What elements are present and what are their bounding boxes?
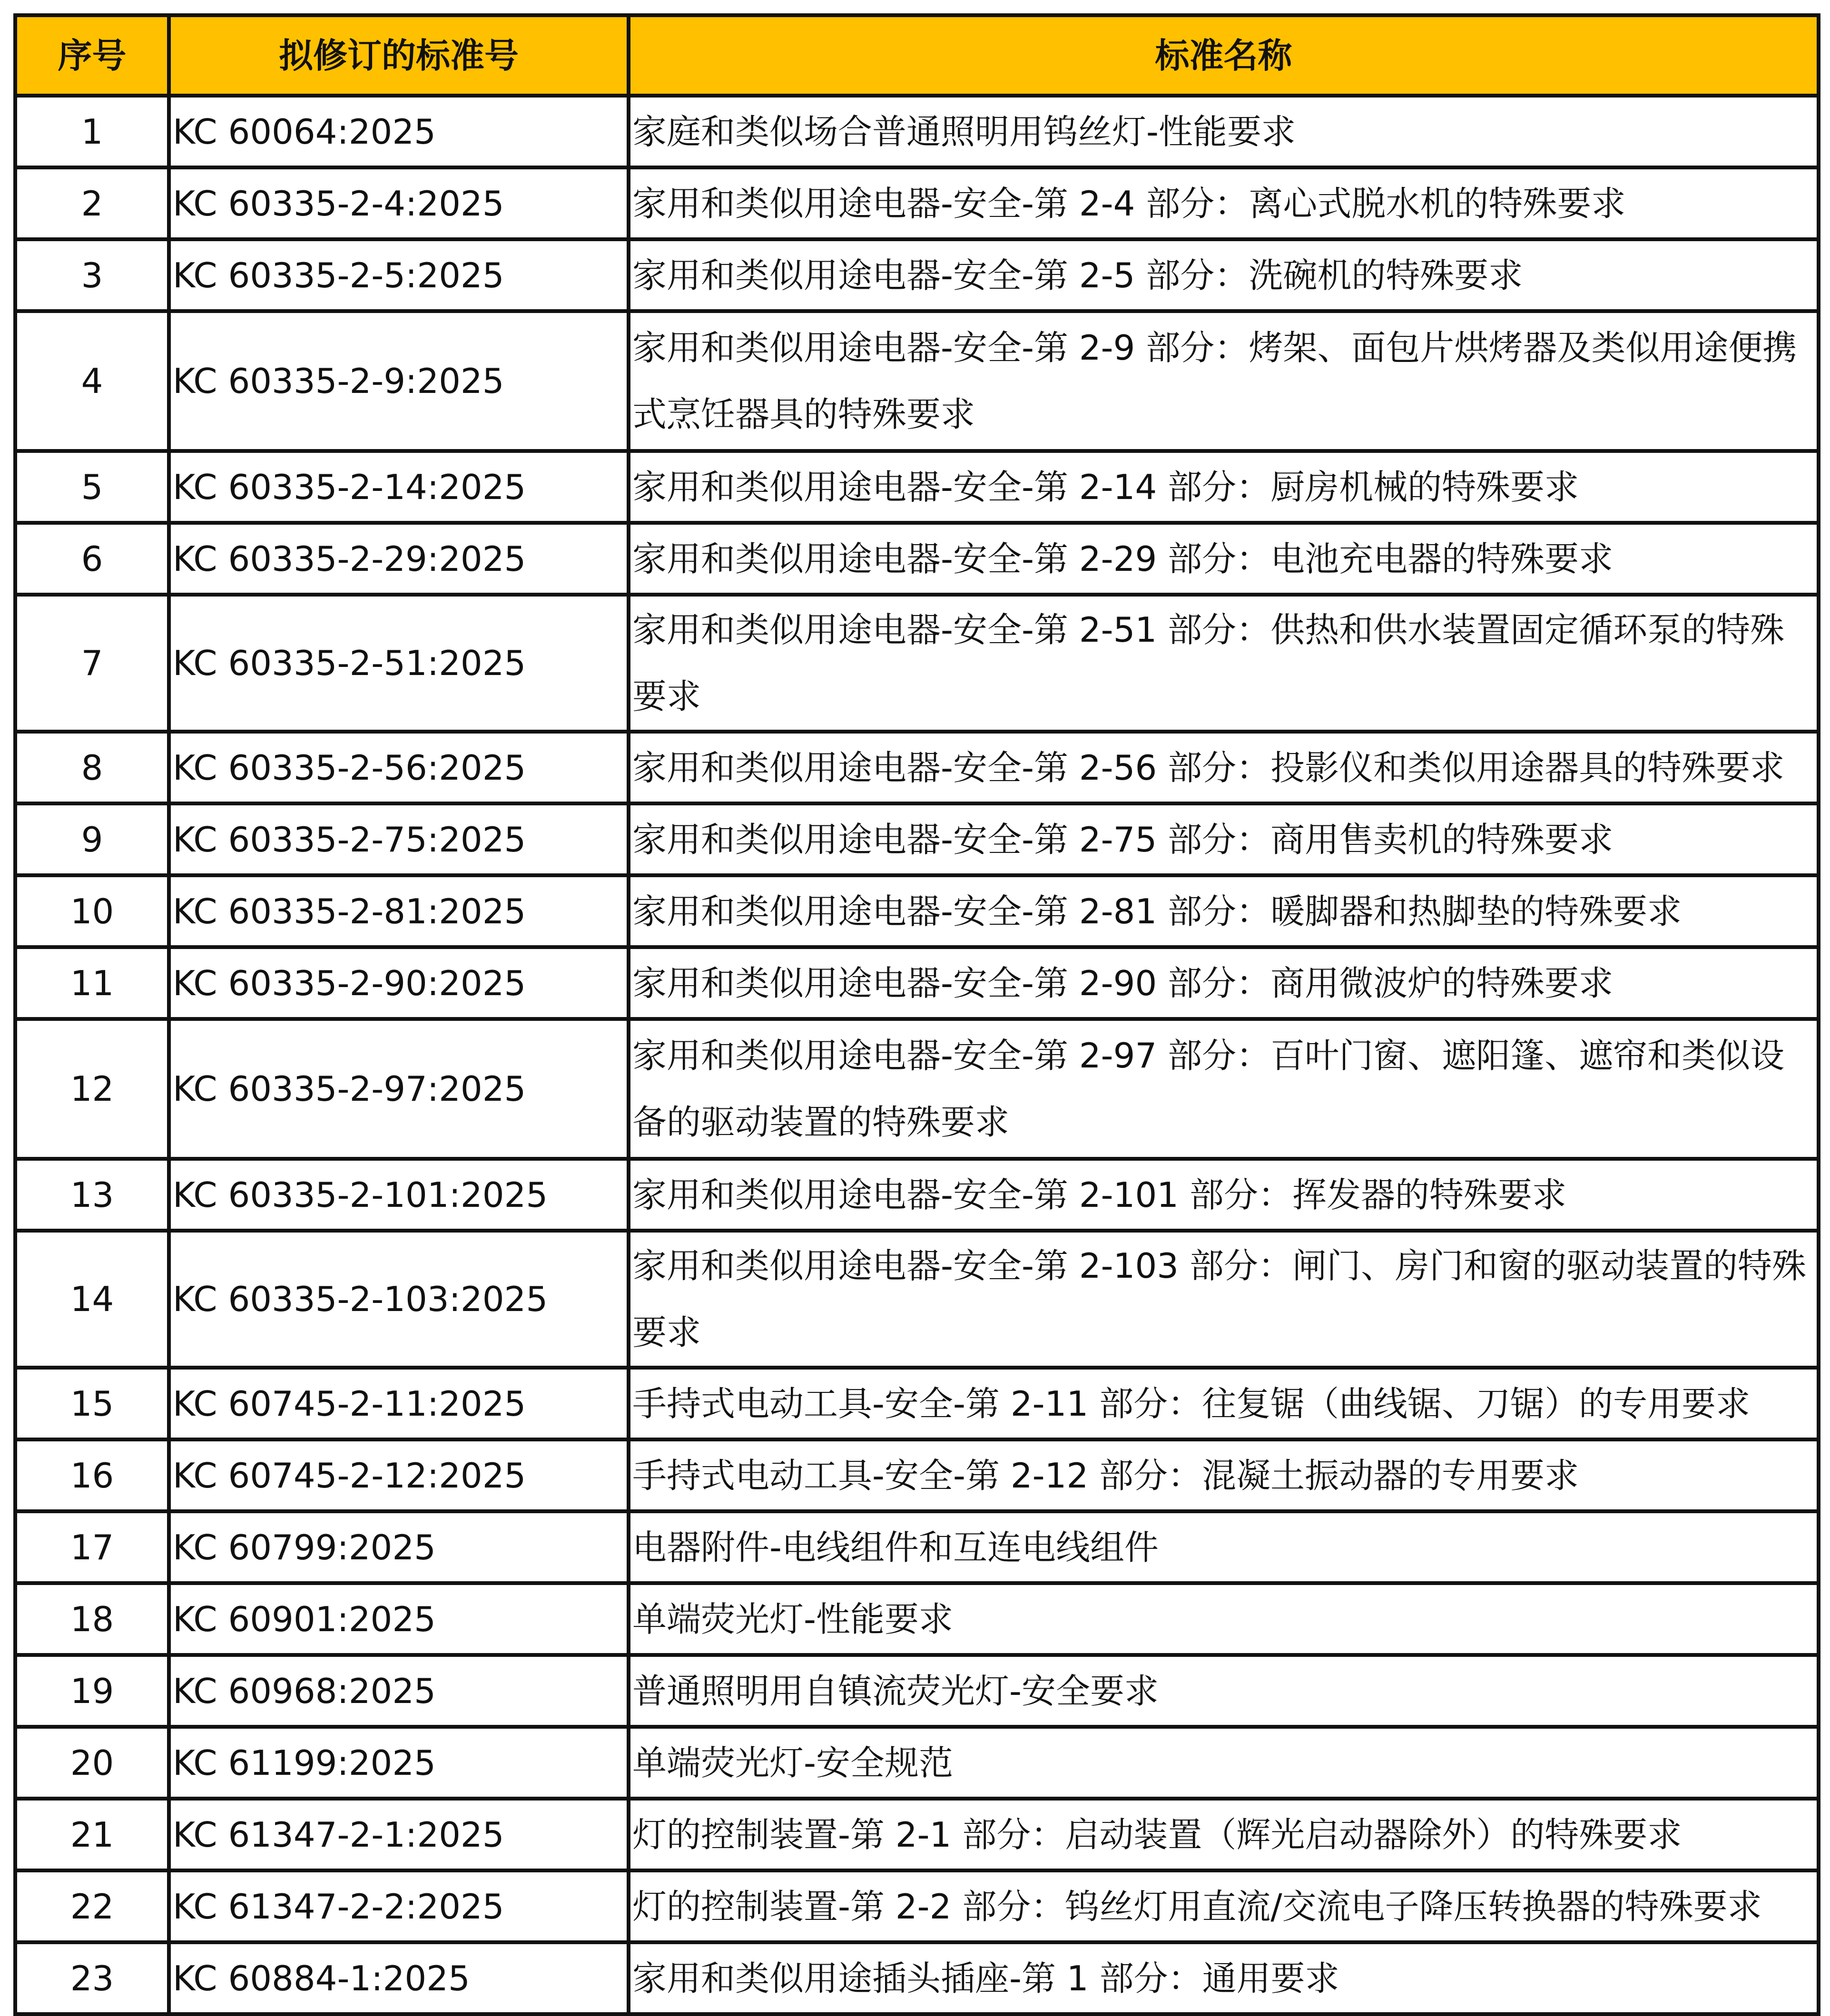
table-body: [15, 96, 1819, 2014]
row-serial-number: 20: [15, 1727, 169, 1799]
row-standard-name: 灯的控制装置-第 2-1 部分：启动装置（辉光启动器除外）的特殊要求: [629, 1799, 1819, 1870]
row-serial-number: 10: [15, 875, 169, 947]
table-row: [15, 1231, 1819, 1368]
row-standard-code: KC 60968:2025: [169, 1655, 629, 1727]
row-standard-code: KC 60335-2-29:2025: [169, 523, 629, 595]
row-standard-code: KC 60335-2-75:2025: [169, 803, 629, 875]
table-row: [15, 1019, 1819, 1159]
table-row: [15, 803, 1819, 875]
row-serial-number: 22: [15, 1870, 169, 1942]
row-serial-number: 13: [15, 1159, 169, 1231]
row-standard-code: KC 60335-2-90:2025: [169, 947, 629, 1019]
row-standard-code: KC 60335-2-81:2025: [169, 875, 629, 947]
row-serial-number: 14: [15, 1231, 169, 1368]
row-standard-code: KC 60901:2025: [169, 1583, 629, 1655]
table-row: [15, 1439, 1819, 1511]
row-serial-number: 11: [15, 947, 169, 1019]
row-standard-code: KC 60335-2-5:2025: [169, 239, 629, 311]
table-row: [15, 1727, 1819, 1799]
row-serial-number: 18: [15, 1583, 169, 1655]
row-standard-code: KC 60335-2-103:2025: [169, 1231, 629, 1368]
table-row: [15, 1942, 1819, 2014]
row-standard-code: KC 60335-2-97:2025: [169, 1019, 629, 1159]
row-serial-number: 7: [15, 595, 169, 732]
row-serial-number: 8: [15, 732, 169, 803]
row-standard-name: 灯的控制装置-第 2-2 部分：钨丝灯用直流/交流电子降压转换器的特殊要求: [629, 1870, 1819, 1942]
row-serial-number: 16: [15, 1439, 169, 1511]
row-serial-number: 17: [15, 1511, 169, 1583]
row-serial-number: 6: [15, 523, 169, 595]
row-standard-code: KC 60335-2-9:2025: [169, 311, 629, 451]
row-standard-name: 单端荧光灯-安全规范: [629, 1727, 1819, 1799]
row-standard-code: KC 60799:2025: [169, 1511, 629, 1583]
row-standard-code: KC 61347-2-2:2025: [169, 1870, 629, 1942]
row-serial-number: 21: [15, 1799, 169, 1870]
row-standard-name: 电器附件-电线组件和互连电线组件: [629, 1511, 1819, 1583]
table-row: [15, 595, 1819, 732]
table-row: [15, 167, 1819, 239]
row-standard-name: 家用和类似用途电器-安全-第 2-103 部分：闸门、房门和窗的驱动装置的特殊要求: [629, 1231, 1819, 1368]
row-serial-number: 9: [15, 803, 169, 875]
row-standard-code: KC 60745-2-12:2025: [169, 1439, 629, 1511]
row-standard-code: KC 60335-2-101:2025: [169, 1159, 629, 1231]
table-row: [15, 1583, 1819, 1655]
table-row: [15, 1799, 1819, 1870]
row-serial-number: 12: [15, 1019, 169, 1159]
row-serial-number: 23: [15, 1942, 169, 2014]
row-serial-number: 3: [15, 239, 169, 311]
row-standard-code: KC 60335-2-51:2025: [169, 595, 629, 732]
row-standard-code: KC 60064:2025: [169, 96, 629, 167]
row-standard-name: 家庭和类似场合普通照明用钨丝灯-性能要求: [629, 96, 1819, 167]
row-serial-number: 15: [15, 1368, 169, 1439]
row-standard-name: 家用和类似用途电器-安全-第 2-29 部分：电池充电器的特殊要求: [629, 523, 1819, 595]
table-header: [15, 15, 1819, 96]
row-standard-name: 家用和类似用途电器-安全-第 2-90 部分：商用微波炉的特殊要求: [629, 947, 1819, 1019]
row-standard-name: 手持式电动工具-安全-第 2-11 部分：往复锯（曲线锯、刀锯）的专用要求: [629, 1368, 1819, 1439]
header-standard-code: 拟修订的标准号: [169, 15, 629, 96]
row-standard-name: 家用和类似用途插头插座-第 1 部分：通用要求: [629, 1942, 1819, 2014]
row-serial-number: 19: [15, 1655, 169, 1727]
table-row: [15, 451, 1819, 523]
row-standard-name: 家用和类似用途电器-安全-第 2-5 部分：洗碗机的特殊要求: [629, 239, 1819, 311]
row-standard-name: 家用和类似用途电器-安全-第 2-75 部分：商用售卖机的特殊要求: [629, 803, 1819, 875]
table-row: [15, 875, 1819, 947]
header-row: [15, 15, 1819, 96]
row-standard-name: 单端荧光灯-性能要求: [629, 1583, 1819, 1655]
row-standard-name: 家用和类似用途电器-安全-第 2-56 部分：投影仪和类似用途器具的特殊要求: [629, 732, 1819, 803]
row-standard-code: KC 60335-2-4:2025: [169, 167, 629, 239]
header-serial-number: 序号: [15, 15, 169, 96]
table-row: [15, 523, 1819, 595]
row-serial-number: 2: [15, 167, 169, 239]
table-row: [15, 732, 1819, 803]
row-standard-name: 家用和类似用途电器-安全-第 2-81 部分：暖脚器和热脚垫的特殊要求: [629, 875, 1819, 947]
row-standard-name: 家用和类似用途电器-安全-第 2-14 部分：厨房机械的特殊要求: [629, 451, 1819, 523]
table-row: [15, 311, 1819, 451]
table-row: [15, 1870, 1819, 1942]
row-standard-code: KC 60335-2-56:2025: [169, 732, 629, 803]
header-standard-name: 标准名称: [629, 15, 1819, 96]
table-row: [15, 1511, 1819, 1583]
row-standard-name: 家用和类似用途电器-安全-第 2-101 部分：挥发器的特殊要求: [629, 1159, 1819, 1231]
table-row: [15, 1159, 1819, 1231]
row-standard-name: 家用和类似用途电器-安全-第 2-9 部分：烤架、面包片烘烤器及类似用途便携式烹饪器具的特殊要求: [629, 311, 1819, 451]
row-serial-number: 1: [15, 96, 169, 167]
table-row: [15, 1655, 1819, 1727]
row-standard-name: 家用和类似用途电器-安全-第 2-51 部分：供热和供水装置固定循环泵的特殊要求: [629, 595, 1819, 732]
table-row: [15, 239, 1819, 311]
table-row: [15, 1368, 1819, 1439]
row-serial-number: 5: [15, 451, 169, 523]
row-standard-name: 普通照明用自镇流荧光灯-安全要求: [629, 1655, 1819, 1727]
row-standard-name: 家用和类似用途电器-安全-第 2-97 部分：百叶门窗、遮阳篷、遮帘和类似设备的驱动装置的特殊要求: [629, 1019, 1819, 1159]
row-standard-code: KC 61347-2-1:2025: [169, 1799, 629, 1870]
standards-table: [13, 13, 1820, 2016]
row-standard-code: KC 60884-1:2025: [169, 1942, 629, 2014]
table-row: [15, 96, 1819, 167]
row-standard-code: KC 60745-2-11:2025: [169, 1368, 629, 1439]
row-serial-number: 4: [15, 311, 169, 451]
row-standard-code: KC 60335-2-14:2025: [169, 451, 629, 523]
table-row: [15, 947, 1819, 1019]
row-standard-code: KC 61199:2025: [169, 1727, 629, 1799]
row-standard-name: 手持式电动工具-安全-第 2-12 部分：混凝土振动器的专用要求: [629, 1439, 1819, 1511]
row-standard-name: 家用和类似用途电器-安全-第 2-4 部分：离心式脱水机的特殊要求: [629, 167, 1819, 239]
